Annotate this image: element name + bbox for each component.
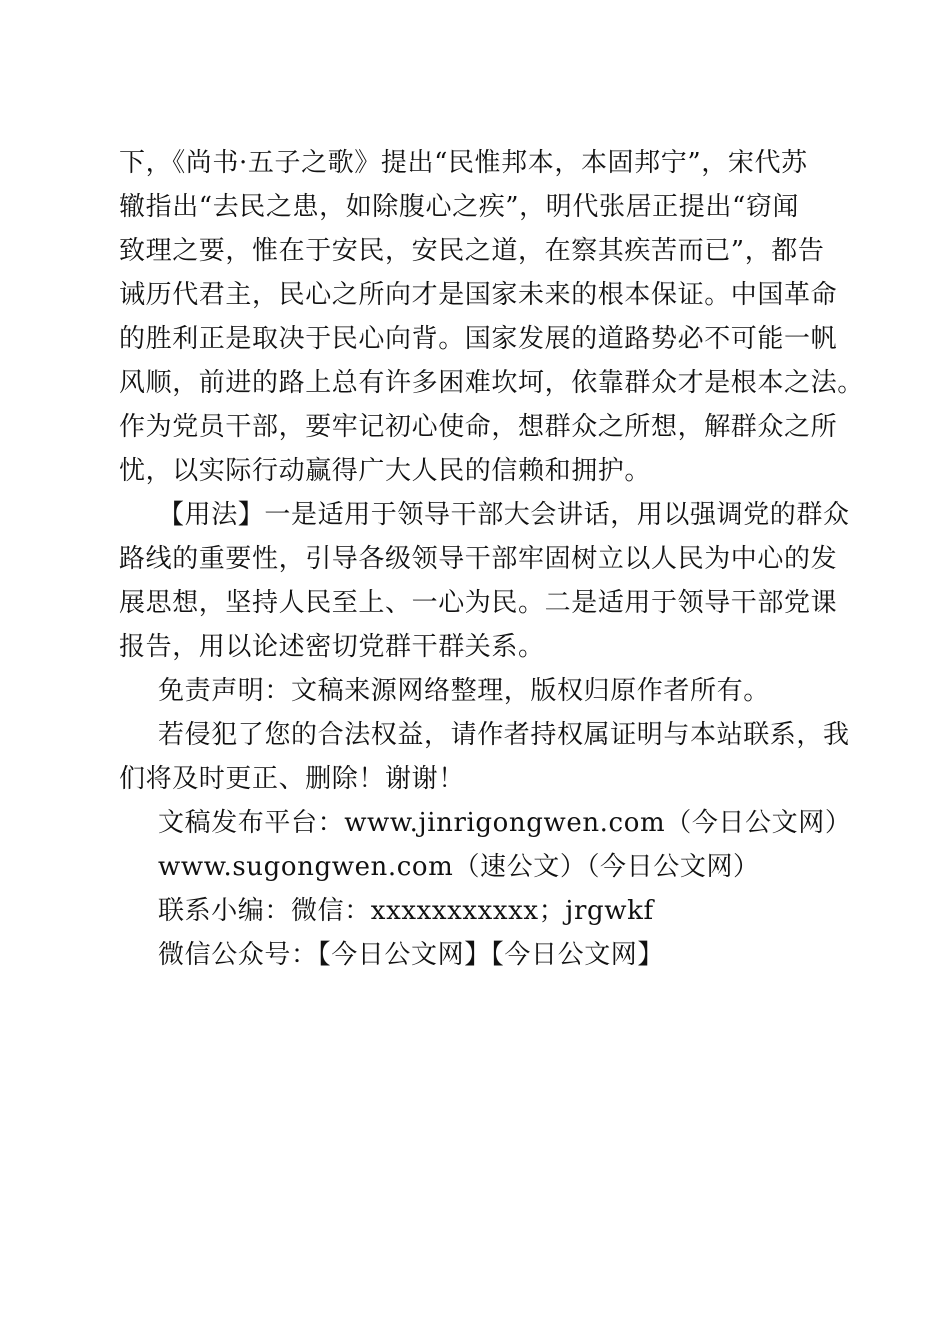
text-line: 诫历代君主，民心之所向才是国家未来的根本保证。中国革命 xyxy=(119,280,838,310)
contact-text: 联系小编：微信：xxxxxxxxxxx；jrgwkf xyxy=(158,896,654,926)
text-line: 作为党员干部，要牢记初心使命，想群众之所想，解群众之所 xyxy=(119,412,838,442)
infringement-notice xyxy=(119,713,849,801)
platform-text-2: www.sugongwen.com（速公文）（今日公文网） xyxy=(158,852,760,882)
platform-text: 文稿发布平台：www.jinrigongwen.com（今日公文网） xyxy=(158,808,852,838)
text-line: 致理之要，惟在于安民，安民之道，在察其疾苦而已”，都告 xyxy=(119,236,825,266)
text-line: 们将及时更正、删除！谢谢！ xyxy=(119,764,465,794)
text-line: 【用法】一是适用于领导干部大会讲话，用以强调党的群众 xyxy=(158,500,850,530)
text-line: 路线的重要性，引导各级领导干部牢固树立以人民为中心的发 xyxy=(119,544,838,574)
text-line: 忧，以实际行动赢得广大人民的信赖和拥护。 xyxy=(119,456,652,486)
text-line: 辙指出“去民之患，如除腹心之疾”，明代张居正提出“窃闻 xyxy=(119,192,800,222)
text-line: 展思想，坚持人民至上、一心为民。二是适用于领导干部党课 xyxy=(119,588,838,618)
document-body xyxy=(119,141,864,977)
paragraph-minxin xyxy=(119,141,864,493)
text-line: 风顺，前进的路上总有许多困难坎坷，依靠群众才是根本之法。 xyxy=(119,368,864,398)
text-line: 若侵犯了您的合法权益，请作者持权属证明与本站联系，我 xyxy=(158,720,850,750)
wechat-text: 微信公众号：【今日公文网】【今日公文网】 xyxy=(158,940,665,970)
text-line: 报告，用以论述密切党群干群关系。 xyxy=(119,632,545,662)
paragraph-usage xyxy=(119,493,849,669)
text-line: 的胜利正是取决于民心向背。国家发展的道路势必不可能一帆 xyxy=(119,324,838,354)
text-line: 下，《尚书·五子之歌》提出“民惟邦本，本固邦宁”，宋代苏 xyxy=(119,148,808,178)
disclaimer-text: 免责声明：文稿来源网络整理，版权归原作者所有。 xyxy=(158,676,770,706)
